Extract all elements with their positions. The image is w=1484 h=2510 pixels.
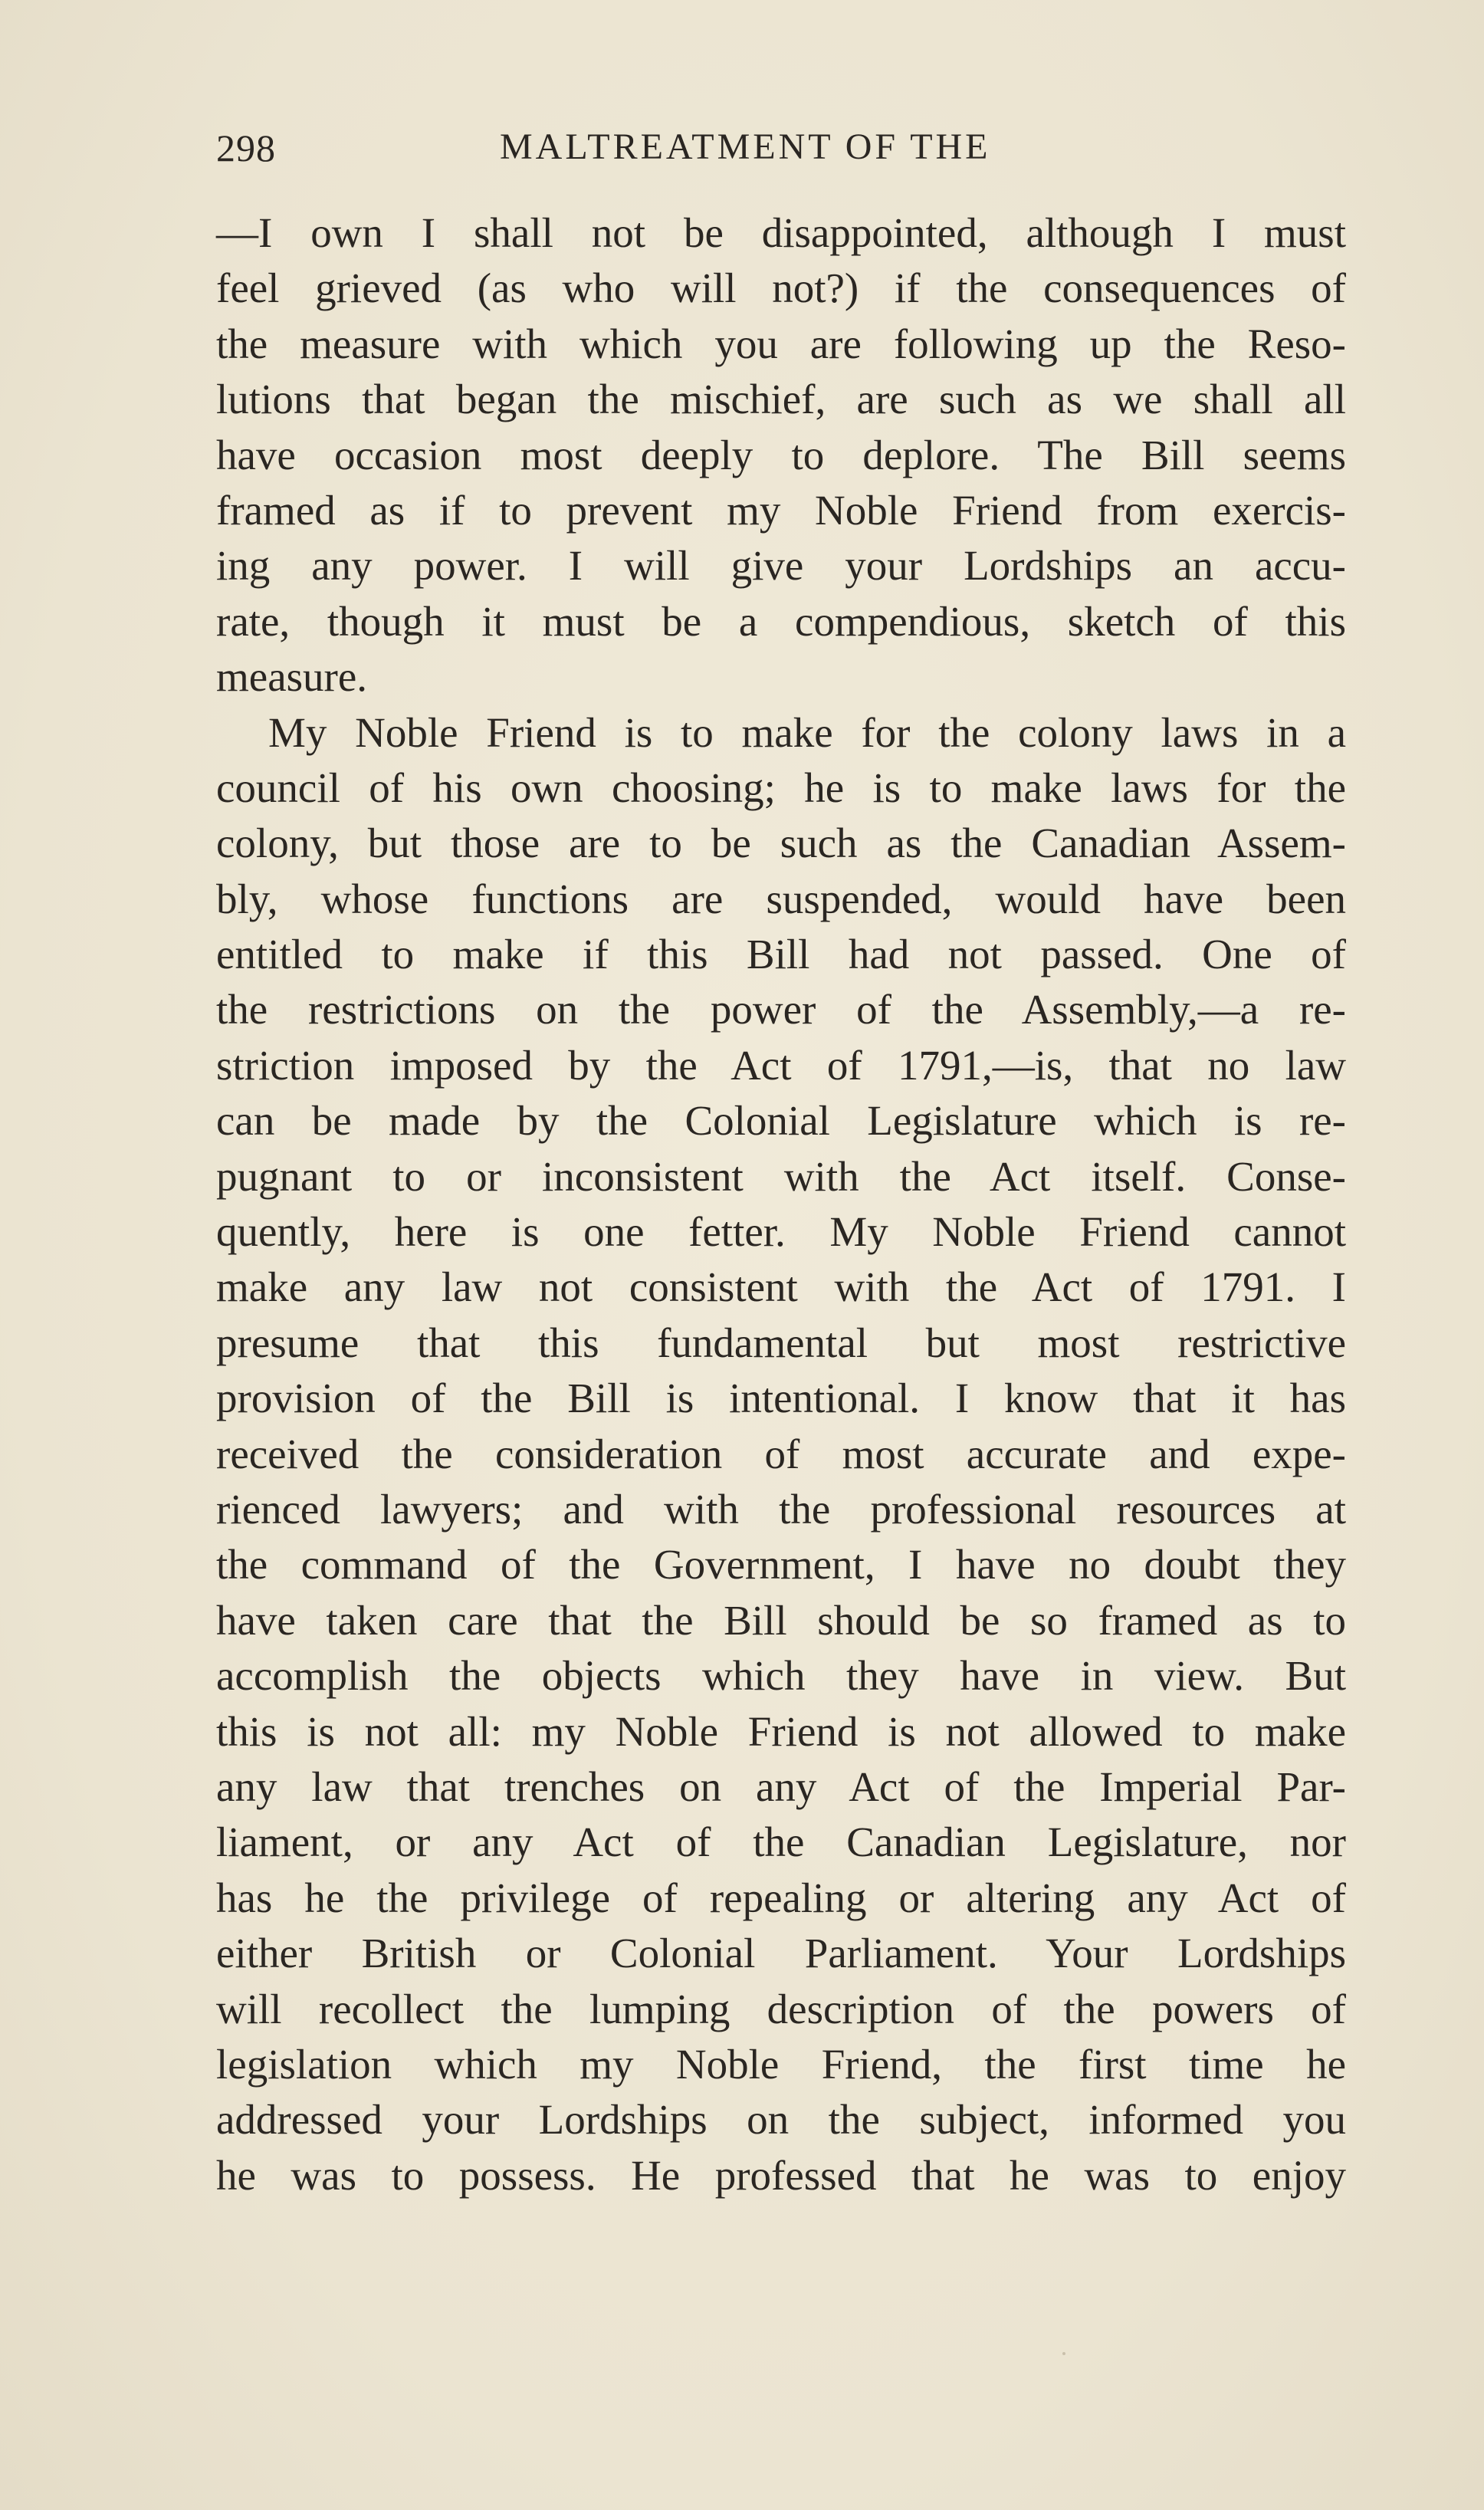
text-line: My Noble Friend is to make for the colony laws in a [268, 708, 1346, 756]
paper-speck [1062, 2352, 1065, 2355]
text-line: the measure with which you are following up the Reso- [216, 320, 1346, 367]
text-line: feel grieved (as who will not?) if the consequences of [216, 264, 1346, 312]
paragraph [216, 705, 1346, 2204]
text-line: either British or Colonial Parliament. Your Lordships [216, 1930, 1346, 1977]
text-line: have taken care that the Bill should be so framed as to [216, 1596, 1346, 1644]
text-line: presume that this fundamental but most restrictive [216, 1319, 1346, 1366]
text-line: have occasion most deeply to deplore. The Bill seems [216, 431, 1346, 478]
text-line: has he the privilege of repealing or altering any Act of [216, 1874, 1346, 1921]
text-line: provision of the Bill is intentional. I know that it has [216, 1375, 1346, 1422]
body-text [216, 205, 1346, 2203]
text-line: make any law not consistent with the Act of 1791. I [216, 1263, 1346, 1311]
text-line: legislation which my Noble Friend, the first time he [216, 2040, 1346, 2088]
text-line: framed as if to prevent my Noble Friend from exercis- [216, 486, 1346, 534]
text-line: accomplish the objects which they have in view. But [216, 1652, 1346, 1700]
text-line: striction imposed by the Act of 1791,—is, that no law [216, 1041, 1346, 1089]
text-line: rate, though it must be a compendious, sketch of this [216, 597, 1346, 645]
text-line: lutions that began the mischief, are such as we shall all [216, 376, 1346, 423]
text-line: ing any power. I will give your Lordships an accu- [216, 542, 1346, 590]
text-line: measure. [216, 653, 367, 701]
text-line: can be made by the Colonial Legislature which is re- [216, 1097, 1346, 1145]
text-line: any law that trenches on any Act of the Imperial Par- [216, 1763, 1346, 1810]
text-line: the command of the Government, I have no doubt they [216, 1541, 1346, 1588]
page-header [216, 126, 1346, 179]
text-line: the restrictions on the power of the Assembly,—a re- [216, 986, 1346, 1033]
paragraph [216, 205, 1346, 705]
text-line: received the consideration of most accurate and expe- [216, 1430, 1346, 1477]
text-line: entitled to make if this Bill had not passed. One of [216, 931, 1346, 978]
text-line: he was to possess. He professed that he was to enjoy [216, 2151, 1346, 2199]
text-line: colony, but those are to be such as the Canadian Assem- [216, 820, 1346, 867]
text-line: bly, whose functions are suspended, would have been [216, 875, 1346, 922]
text-line: liament, or any Act of the Canadian Legislature, nor [216, 1818, 1346, 1866]
text-line: council of his own choosing; he is to make laws for the [216, 764, 1346, 811]
text-line: this is not all: my Noble Friend is not allowed to make [216, 1707, 1346, 1755]
text-line: will recollect the lumping description of the powers of [216, 1985, 1346, 2032]
page-number: 298 [216, 126, 276, 169]
text-line: quently, here is one fetter. My Noble Friend cannot [216, 1208, 1346, 1256]
text-line: rienced lawyers; and with the professional resources at [216, 1485, 1346, 1533]
text-line: —I own I shall not be disappointed, although I must [216, 209, 1346, 256]
text-line: addressed your Lordships on the subject, informed you [216, 2096, 1346, 2144]
running-head: MALTREATMENT OF THE [500, 126, 991, 167]
text-line: pugnant to or inconsistent with the Act itself. Conse- [216, 1152, 1346, 1200]
